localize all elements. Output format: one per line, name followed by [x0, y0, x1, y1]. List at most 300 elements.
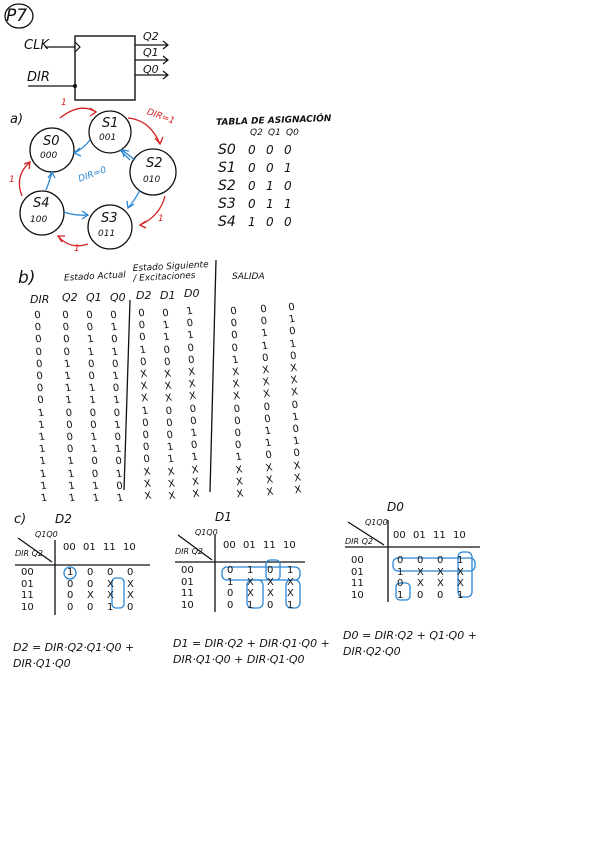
kmap-cell: X [457, 578, 464, 589]
assignment-bit: 0 [284, 215, 292, 229]
assignment-row [218, 157, 302, 176]
truth-cell: X [142, 466, 152, 479]
truth-cell: X [167, 478, 176, 491]
truth-cell: 0 [165, 429, 175, 442]
truth-cell: 0 [86, 321, 95, 334]
truth-cell: 0 [230, 329, 239, 342]
truth-cell: 1 [115, 492, 125, 505]
state-s3-code: 011 [98, 229, 116, 239]
assignment-row [218, 211, 302, 230]
assignment-bit: 0 [248, 197, 256, 211]
state-s4-name: S4 [33, 196, 50, 211]
assignment-row [218, 139, 302, 158]
truth-cell: 0 [263, 401, 272, 414]
truth-cell: 1 [264, 437, 273, 450]
truth-cell: 1 [113, 419, 122, 432]
kmap-row-header: 00 [181, 565, 194, 576]
truth-cell: X [235, 476, 244, 489]
truth-cell: 0 [289, 350, 298, 363]
kmap-cell: X [417, 578, 424, 589]
truth-cell: 0 [110, 333, 119, 346]
kmap-row-header: 10 [181, 599, 194, 611]
assignment-header-q0: Q0 [286, 128, 299, 138]
kmap-row-header: 00 [21, 567, 34, 578]
kmap-cell: X [247, 576, 254, 588]
truth-cell: 0 [36, 394, 45, 407]
truth-cell: 0 [35, 370, 44, 383]
truth-cell: X [231, 378, 241, 391]
kmap-col-header: 11 [433, 530, 446, 541]
truth-cell: 0 [137, 307, 146, 320]
truth-cell: X [143, 478, 152, 491]
assignment-bit: 1 [266, 179, 274, 193]
truth-cell: 1 [63, 370, 72, 383]
kmap-cell: 0 [227, 599, 234, 611]
assignment-bit: 0 [248, 143, 256, 157]
kmap-cell: 1 [397, 589, 404, 601]
q2-output-label: Q2 [143, 30, 159, 43]
header-q1: Q1 [86, 291, 102, 304]
kmap-cell: 0 [87, 567, 94, 578]
kmap-cell: 0 [87, 578, 94, 590]
kmap-cell: X [417, 566, 424, 578]
truth-cell: 0 [111, 358, 120, 371]
truth-cell: 0 [261, 352, 270, 365]
truth-cell: 0 [230, 342, 240, 355]
truth-cell: X [232, 390, 242, 403]
assignment-bit: 0 [266, 143, 274, 157]
truth-cell: 1 [38, 455, 47, 468]
group-out-label: SALIDA [232, 272, 265, 282]
truth-cell: 1 [88, 382, 97, 395]
truth-cell: X [290, 386, 300, 399]
truth-cell: 1 [263, 425, 273, 438]
truth-cell: 1 [166, 453, 175, 466]
assignment-row [218, 175, 302, 194]
kmap-row-header: 01 [181, 576, 194, 588]
truth-cell: 0 [115, 480, 124, 493]
truth-cell: 0 [229, 305, 238, 318]
kmap-col-header: 11 [103, 542, 116, 553]
truth-cell: 1 [166, 441, 175, 454]
truth-cell: 1 [39, 492, 49, 505]
truth-cell: 0 [292, 447, 301, 460]
truth-cell: 0 [33, 309, 42, 322]
truth-cell: X [140, 392, 150, 405]
truth-cell: X [139, 380, 149, 393]
truth-cell: 0 [162, 344, 172, 357]
kmap-d1 [175, 510, 335, 620]
kmap-cell: 1 [457, 555, 464, 566]
truth-cell: 0 [186, 317, 195, 330]
assignment-header-q1: Q1 [268, 128, 281, 138]
truth-cell: 0 [263, 413, 272, 426]
truth-cell: 1 [112, 394, 121, 407]
assignment-state: S3 [218, 196, 236, 212]
truth-cell: 0 [233, 415, 242, 428]
kmap-cell: 0 [67, 601, 74, 613]
truth-cell: 1 [39, 480, 48, 493]
kmap-cell: 0 [417, 555, 424, 566]
clk-input-label: CLK [24, 38, 49, 53]
truth-cell: 1 [67, 492, 77, 505]
kmap-col-header: 00 [63, 542, 76, 553]
kmap-col-header: 01 [83, 542, 96, 553]
kmap-corner-left: DIR Q2 [175, 547, 204, 556]
state-s0-name: S0 [43, 134, 60, 149]
truth-cell: X [289, 374, 299, 387]
header-q2: Q2 [62, 291, 78, 304]
kmap-corner-top: Q1Q0 [35, 530, 58, 539]
kmap-col-header: 00 [223, 540, 236, 551]
truth-cell: 1 [90, 443, 99, 456]
truth-cell: 0 [187, 354, 196, 367]
kmap-cell: X [457, 566, 464, 578]
truth-cell: 1 [91, 492, 101, 505]
kmap-col-header: 11 [263, 540, 276, 551]
truth-cell: 1 [231, 354, 240, 367]
assignment-state: S4 [218, 214, 236, 230]
truth-cell: 1 [91, 480, 100, 493]
kmap-cell: 0 [67, 578, 74, 590]
kmap-cell: 0 [227, 588, 234, 599]
kmap-row-header: 11 [181, 588, 194, 599]
truth-cell: X [293, 472, 302, 485]
kmap-col-header: 01 [413, 530, 426, 541]
q1-output-label: Q1 [143, 46, 159, 59]
truth-cell: 0 [186, 342, 196, 355]
truth-cell: 1 [288, 313, 297, 326]
truth-cell: 0 [114, 455, 123, 468]
truth-cell: 0 [230, 317, 239, 330]
truth-cell: 1 [67, 468, 76, 481]
truth-cell: 1 [260, 327, 269, 340]
truth-cell: 0 [142, 441, 151, 454]
truth-cell: X [191, 476, 200, 489]
truth-cell: 0 [288, 325, 297, 338]
kmap-row-header: 00 [351, 555, 364, 566]
truth-cell: 1 [86, 333, 95, 346]
truth-cell: 1 [115, 468, 124, 481]
kmap-col-header: 00 [393, 530, 406, 541]
kmap-cell: X [127, 590, 134, 601]
truth-cell: 1 [110, 346, 120, 359]
dir0-label: DIR=0 [77, 165, 108, 185]
arrow-one-label-a: 1 [61, 98, 67, 108]
kmap-corner-left: DIR Q2 [345, 537, 374, 546]
truth-cell: 0 [189, 403, 198, 416]
kmap-col-header: 10 [453, 530, 466, 541]
truth-cell: 1 [37, 407, 46, 420]
dir1-label: DIR=1 [145, 107, 176, 127]
kmap-cell: 0 [227, 565, 234, 576]
truth-cell: 1 [162, 331, 171, 344]
kmap-row-header: 11 [351, 578, 364, 589]
kmap-cell: 1 [287, 599, 294, 611]
kmap-col-header: 01 [243, 540, 256, 551]
kmap-cell: 1 [287, 565, 294, 576]
truth-cell: 0 [165, 405, 174, 418]
arrow-one-label-c: 1 [158, 214, 164, 224]
part-a-label: a) [10, 112, 24, 127]
truth-cell: 0 [36, 382, 45, 395]
kmap-corner-top: Q1Q0 [195, 528, 218, 537]
truth-cell: 0 [138, 319, 147, 332]
kmap-cell: 0 [417, 589, 424, 601]
kmap-equation-d2: D2 = DIR·Q2·Q1·Q0 + DIR·Q1·Q0 [13, 641, 135, 670]
truth-cell: X [163, 380, 173, 393]
truth-cell: 0 [113, 431, 123, 444]
state-s3-name: S3 [101, 211, 118, 226]
truth-cell: X [292, 460, 302, 473]
header-q0: Q0 [110, 291, 126, 304]
q0-output-label: Q0 [143, 63, 159, 76]
truth-cell: 0 [141, 429, 151, 442]
arrow-one-label-d: 1 [74, 244, 80, 254]
truth-cell: X [143, 490, 153, 503]
truth-cell: X [164, 392, 174, 405]
truth-cell: X [293, 484, 303, 497]
truth-cell: X [188, 390, 198, 403]
truth-cell: X [261, 376, 271, 389]
assignment-header-q2: Q2 [250, 128, 263, 138]
truth-cell: X [187, 366, 197, 379]
kmap-cell: 1 [247, 565, 254, 576]
assignment-bit: 0 [266, 215, 274, 229]
truth-cell: X [261, 364, 271, 377]
kmap-equation-d1: D1 = DIR·Q2 + DIR·Q1·Q0 + DIR·Q1·Q0 + DIR·Q1·Q0 [173, 637, 330, 666]
truth-cell: 0 [142, 453, 151, 466]
problem-tag: P7 [6, 6, 28, 26]
truth-cell: 0 [161, 307, 170, 320]
truth-cell: 1 [190, 451, 199, 464]
assignment-bit: 0 [284, 179, 292, 193]
kmap-equation-d0: D0 = DIR·Q2 + Q1·Q0 + DIR·Q2·Q0 [343, 629, 477, 658]
kmap-cell: X [267, 576, 274, 588]
kmap-cell: X [107, 590, 114, 601]
assignment-bit: 1 [248, 215, 256, 229]
truth-cell: X [190, 464, 200, 477]
kmap-cell: X [87, 590, 94, 601]
kmap-cell: 0 [127, 567, 134, 578]
truth-cell: 0 [34, 333, 43, 346]
kmap-title: D1 [215, 510, 232, 524]
truth-cell: 1 [110, 321, 119, 334]
truth-cell: 1 [292, 435, 301, 448]
kmap-cell: X [437, 566, 444, 578]
truth-cell: 0 [65, 419, 74, 432]
truth-cell: 0 [291, 423, 301, 436]
truth-cell: 0 [89, 407, 98, 420]
truth-cell: 0 [91, 468, 100, 481]
truth-cell: X [264, 462, 274, 475]
truth-cell: 1 [114, 443, 123, 456]
state-s0-code: 000 [40, 151, 58, 161]
truth-cell: 0 [287, 301, 296, 314]
truth-cell: 0 [34, 346, 44, 359]
truth-cell: X [289, 362, 299, 375]
truth-cell: 1 [64, 382, 73, 395]
kmap-cell: 1 [457, 589, 464, 601]
truth-cell: X [235, 488, 245, 501]
header-d2: D2 [136, 289, 152, 302]
header-dir: DIR [30, 293, 50, 306]
truth-cell: 0 [65, 431, 75, 444]
part-b-label: b) [18, 268, 36, 288]
dir-input-label: DIR [27, 70, 50, 85]
state-s4-code: 100 [30, 215, 48, 225]
truth-cell: 0 [189, 415, 198, 428]
truth-cell: 0 [112, 382, 121, 395]
truth-cell: 0 [141, 417, 150, 430]
truth-cell: 1 [38, 443, 47, 456]
truth-cell: 0 [90, 455, 99, 468]
truth-cell: 0 [85, 309, 94, 322]
truth-cell: 1 [66, 455, 75, 468]
truth-cell: X [191, 488, 201, 501]
assignment-state: S2 [218, 178, 236, 194]
kmap-cell: 0 [267, 565, 274, 576]
truth-cell: 1 [141, 405, 150, 418]
group-next-label: Estado Siguiente / Excitaciones [132, 260, 209, 285]
truth-cell: 1 [63, 358, 72, 371]
kmap-cell: 0 [397, 555, 404, 566]
truth-cell: X [265, 486, 275, 499]
truth-cell: 1 [189, 427, 199, 440]
truth-cell: X [163, 368, 173, 381]
group-current-label: Estado Actual [63, 270, 127, 284]
kmap-cell: 1 [397, 566, 404, 578]
truth-cell: 1 [291, 411, 300, 424]
truth-cell: 1 [37, 419, 46, 432]
kmap-row-header: 01 [351, 566, 364, 578]
truth-cell: X [234, 464, 244, 477]
kmap-cell: X [287, 588, 294, 599]
kmap-cell: 0 [437, 555, 444, 566]
truth-cell: 1 [111, 370, 120, 383]
assignment-row [218, 193, 302, 212]
truth-cell: 0 [61, 309, 70, 322]
truth-cell: 1 [138, 344, 148, 357]
assignment-bit: 1 [284, 197, 292, 211]
truth-cell: 1 [162, 319, 171, 332]
truth-cell: 1 [89, 431, 99, 444]
kmap-title: D0 [387, 500, 404, 514]
truth-cell: 1 [186, 329, 195, 342]
truth-cell: 0 [138, 331, 147, 344]
kmap-cell: 0 [67, 590, 74, 601]
truth-cell: 0 [109, 309, 118, 322]
truth-cell: 0 [34, 321, 43, 334]
header-d1: D1 [160, 289, 176, 302]
kmap-cell: X [437, 578, 444, 589]
header-d0: D0 [184, 287, 200, 300]
truth-cell: X [265, 474, 274, 487]
kmap-cell: 0 [437, 589, 444, 601]
state-s1-name: S1 [102, 116, 119, 131]
truth-cell: X [167, 490, 177, 503]
kmap-row-header: 10 [21, 601, 34, 613]
assignment-bit: 1 [266, 197, 274, 211]
kmap-cell: 1 [227, 576, 234, 588]
truth-cell: X [166, 466, 176, 479]
truth-cell: 1 [64, 394, 73, 407]
assignment-bit: 0 [266, 161, 274, 175]
kmap-title: D2 [55, 512, 72, 526]
kmap-cell: X [267, 588, 274, 599]
truth-cell: 1 [234, 451, 243, 464]
kmap-cell: X [107, 578, 114, 590]
truth-cell: 0 [66, 443, 75, 456]
assignment-title: TABLA DE ASIGNACIÓN [215, 113, 332, 129]
assignment-bit: 0 [248, 179, 256, 193]
truth-cell: 0 [291, 399, 300, 412]
kmap-cell: 1 [107, 601, 114, 613]
assignment-state: S0 [218, 142, 236, 158]
kmap-cell: X [247, 588, 254, 599]
kmap-row-header: 01 [21, 578, 34, 590]
truth-cell: 1 [67, 480, 76, 493]
truth-cell: 0 [233, 403, 242, 416]
truth-cell: 0 [62, 346, 72, 359]
truth-cell: 1 [37, 431, 47, 444]
truth-cell: X [139, 368, 149, 381]
kmap-cell: X [287, 576, 294, 588]
kmap-cell: 0 [267, 599, 274, 611]
truth-cell: 1 [260, 340, 270, 353]
truth-cell: 0 [62, 333, 71, 346]
truth-cell: X [262, 388, 272, 401]
kmap-cell: 0 [127, 601, 134, 613]
kmap-corner-left: DIR Q2 [15, 549, 44, 558]
truth-cell: 0 [89, 419, 98, 432]
kmap-cell: 1 [67, 567, 74, 578]
truth-cell: 1 [39, 468, 48, 481]
state-s2-name: S2 [146, 156, 163, 171]
truth-cell: 0 [87, 370, 96, 383]
truth-cell: 1 [185, 305, 194, 318]
kmap-cell: X [127, 578, 134, 590]
assignment-bit: 1 [284, 161, 292, 175]
assignment-state: S1 [218, 160, 236, 176]
truth-cell: 0 [113, 407, 122, 420]
kmap-cell: 0 [107, 567, 114, 578]
kmap-cell: 0 [87, 601, 94, 613]
kmap-col-header: 10 [123, 542, 136, 553]
kmap-cell: 0 [397, 578, 404, 589]
truth-cell: 0 [190, 439, 199, 452]
kmap-row-header: 11 [21, 590, 34, 601]
assignment-bit: 0 [248, 161, 256, 175]
truth-cell: 0 [264, 449, 273, 462]
truth-cell: 0 [65, 407, 74, 420]
part-c-label: c) [14, 512, 27, 527]
state-s1-code: 001 [99, 133, 117, 143]
kmap-row-header: 10 [351, 589, 364, 601]
state-s2-code: 010 [143, 175, 161, 185]
kmap-d0 [345, 500, 505, 610]
truth-cell: 0 [259, 303, 268, 316]
kmap-col-header: 10 [283, 540, 296, 551]
kmap-d2 [15, 512, 175, 622]
assignment-bit: 0 [284, 143, 292, 157]
kmap-corner-top: Q1Q0 [365, 518, 388, 527]
truth-cell: 0 [233, 427, 243, 440]
truth-cell: 0 [163, 356, 172, 369]
truth-cell: X [231, 366, 241, 379]
truth-cell: 1 [88, 394, 97, 407]
kmap-cell: 1 [247, 599, 254, 611]
